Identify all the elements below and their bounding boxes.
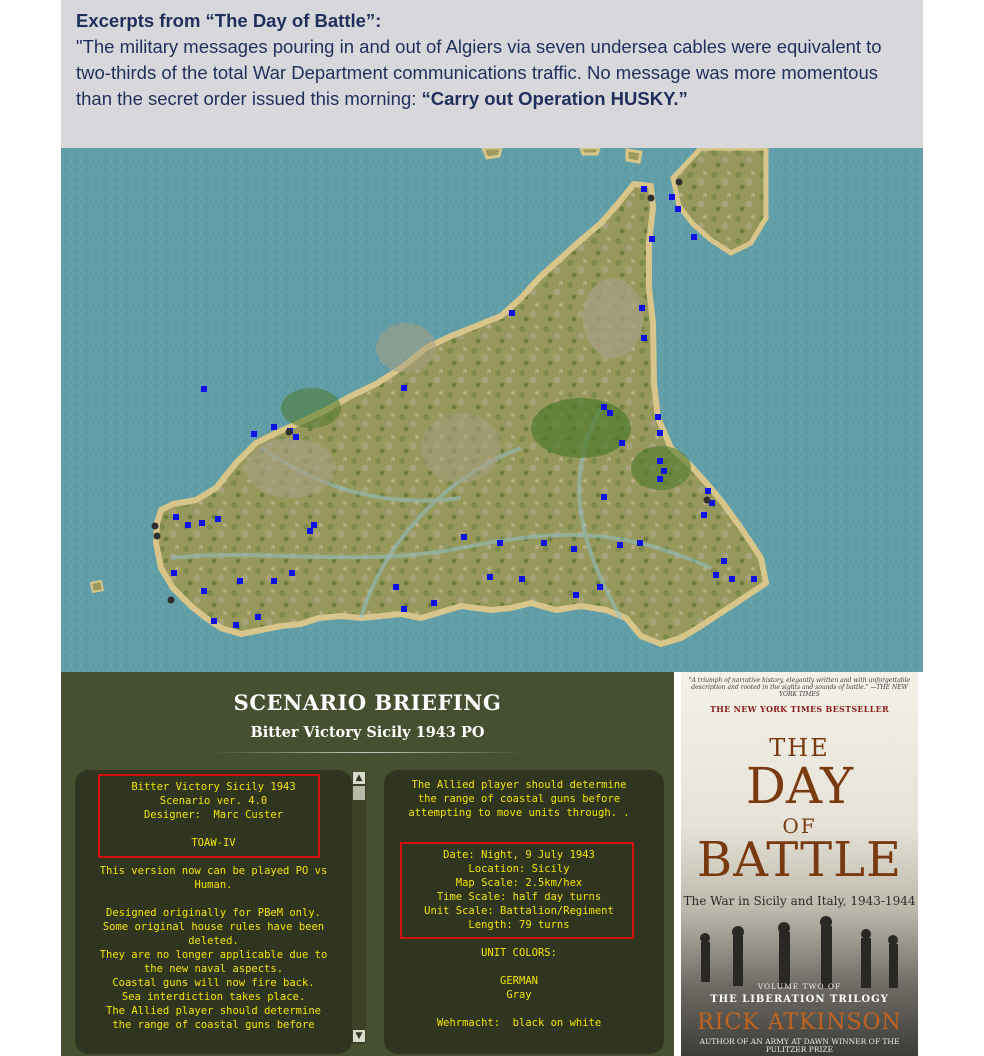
briefing-right-panel[interactable] — [384, 770, 664, 1054]
allied-unit-marker[interactable] — [641, 335, 647, 341]
allied-unit-marker[interactable] — [251, 431, 257, 437]
allied-unit-marker[interactable] — [691, 234, 697, 240]
allied-unit-marker[interactable] — [701, 512, 707, 518]
allied-unit-marker[interactable] — [597, 584, 603, 590]
hills — [246, 438, 336, 498]
book-cover — [681, 672, 918, 1056]
allied-unit-marker[interactable] — [211, 618, 217, 624]
allied-unit-marker[interactable] — [641, 186, 647, 192]
allied-unit-marker[interactable] — [431, 600, 437, 606]
quote-body-emphasis: “Carry out Operation HUSKY.” — [421, 88, 688, 109]
allied-unit-marker[interactable] — [655, 414, 661, 420]
allied-unit-marker[interactable] — [649, 236, 655, 242]
axis-unit-marker[interactable] — [676, 179, 683, 186]
left-panel-scrollbar[interactable] — [352, 772, 366, 1044]
scroll-down-icon[interactable]: ▼ — [353, 1030, 365, 1042]
axis-unit-marker[interactable] — [286, 429, 293, 436]
allied-unit-marker[interactable] — [201, 588, 207, 594]
allied-unit-marker[interactable] — [461, 534, 467, 540]
allied-unit-marker[interactable] — [293, 434, 299, 440]
axis-unit-marker[interactable] — [704, 497, 711, 504]
allied-unit-marker[interactable] — [617, 542, 623, 548]
allied-unit-marker[interactable] — [307, 528, 313, 534]
allied-unit-marker[interactable] — [233, 622, 239, 628]
allied-unit-marker[interactable] — [573, 592, 579, 598]
unit-colors-text: UNIT COLORS: GERMAN Gray Wehrmacht: black on white — [436, 947, 602, 1029]
axis-unit-marker[interactable] — [152, 523, 159, 530]
title-divider — [211, 752, 524, 753]
allied-unit-marker[interactable] — [393, 584, 399, 590]
island — [91, 581, 103, 592]
allied-note-text: The Allied player should determine the range of coastal guns before attempting to move units through. . — [408, 779, 630, 819]
hills — [583, 278, 643, 358]
axis-unit-marker[interactable] — [168, 597, 175, 604]
briefing-subtitle: Bitter Victory Sicily 1943 PO — [250, 724, 485, 741]
allied-unit-marker[interactable] — [713, 572, 719, 578]
allied-unit-marker[interactable] — [271, 424, 277, 430]
scenario-description-text: This version now can be played PO vs Human. Designed originally for PBeM only. Some original house rules have been deleted. They are no longer applicable due to the new naval aspects. Coastal guns will now fire back. Sea interdiction takes place. The Allied player should determine the range of coastal guns before — [99, 865, 328, 1031]
axis-unit-marker[interactable] — [154, 533, 161, 540]
hills — [421, 413, 501, 483]
scroll-thumb[interactable] — [353, 786, 365, 800]
allied-unit-marker[interactable] — [601, 494, 607, 500]
allied-unit-marker[interactable] — [669, 194, 675, 200]
book-praise: "A triumph of narrative history, elegantly written and with unforgettable description and rooted in the sights and sounds of battle." —THE NEW YORK TIMES — [688, 677, 911, 698]
map-canvas[interactable] — [61, 148, 923, 672]
island — [581, 148, 599, 154]
allied-unit-marker[interactable] — [199, 520, 205, 526]
allied-unit-marker[interactable] — [729, 576, 735, 582]
scenario-briefing-window — [61, 672, 674, 1056]
island — [627, 150, 641, 162]
allied-unit-marker[interactable] — [519, 576, 525, 582]
allied-unit-marker[interactable] — [173, 514, 179, 520]
allied-unit-marker[interactable] — [289, 570, 295, 576]
allied-unit-marker[interactable] — [657, 430, 663, 436]
allied-unit-marker[interactable] — [185, 522, 191, 528]
allied-unit-marker[interactable] — [619, 440, 625, 446]
book-author: RICK ATKINSON — [697, 1010, 902, 1035]
book-title-battle: BATTLE — [696, 832, 903, 888]
highlight-box-scenario — [98, 774, 320, 858]
scenario-info-text: Date: Night, 9 July 1943 Location: Sicily Map Scale: 2.5km/hex Time Scale: half day turns Unit Scale: Battalion/Regiment Length: 79 turns — [424, 849, 614, 931]
allied-unit-marker[interactable] — [311, 522, 317, 528]
allied-unit-marker[interactable] — [751, 576, 757, 582]
allied-unit-marker[interactable] — [601, 404, 607, 410]
book-bestseller-banner: THE NEW YORK TIMES BESTSELLER — [709, 704, 889, 714]
book-title-the: THE — [769, 734, 830, 762]
forest — [531, 398, 631, 458]
allied-unit-marker[interactable] — [401, 606, 407, 612]
quote-box — [61, 0, 923, 148]
allied-unit-marker[interactable] — [639, 305, 645, 311]
island — [483, 148, 501, 158]
allied-unit-marker[interactable] — [401, 385, 407, 391]
allied-unit-marker[interactable] — [201, 386, 207, 392]
allied-unit-marker[interactable] — [661, 468, 667, 474]
book-subtitle: The War in Sicily and Italy, 1943-1944 — [683, 894, 916, 908]
allied-unit-marker[interactable] — [509, 310, 515, 316]
briefing-title: SCENARIO BRIEFING — [233, 690, 502, 715]
allied-unit-marker[interactable] — [571, 546, 577, 552]
allied-unit-marker[interactable] — [255, 614, 261, 620]
briefing-left-panel[interactable] — [75, 770, 352, 1054]
allied-unit-marker[interactable] — [215, 516, 221, 522]
allied-unit-marker[interactable] — [675, 206, 681, 212]
allied-unit-marker[interactable] — [705, 488, 711, 494]
quote-body — [76, 34, 909, 112]
allied-unit-marker[interactable] — [657, 458, 663, 464]
forest — [281, 388, 341, 428]
scenario-header-text: Bitter Victory Sicily 1943 Scenario ver. 4.0 Designer: Marc Custer TOAW-IV — [131, 781, 296, 849]
allied-unit-marker[interactable] — [541, 540, 547, 546]
allied-unit-marker[interactable] — [497, 540, 503, 546]
allied-unit-marker[interactable] — [271, 578, 277, 584]
book-title-of: OF — [782, 814, 817, 838]
hills — [376, 323, 436, 373]
allied-unit-marker[interactable] — [171, 570, 177, 576]
quote-title: Excerpts from “The Day of Battle”: — [76, 10, 382, 31]
book-trilogy: THE LIBERATION TRILOGY — [710, 994, 889, 1005]
quote-body-text: "The military messages pouring in and out of Algiers via seven undersea cables were equivalent to two-thirds of the total War Department communications traffic. No message was more momentous than the secret order issued this morning: — [76, 36, 882, 109]
book-volume: VOLUME TWO OF — [757, 982, 842, 991]
allied-unit-marker[interactable] — [607, 410, 613, 416]
axis-unit-marker[interactable] — [648, 195, 655, 202]
sicily-map[interactable] — [61, 148, 923, 672]
allied-unit-marker[interactable] — [237, 578, 243, 584]
allied-unit-marker[interactable] — [657, 476, 663, 482]
allied-unit-marker[interactable] — [721, 558, 727, 564]
allied-unit-marker[interactable] — [487, 574, 493, 580]
allied-unit-marker[interactable] — [637, 540, 643, 546]
book-awards: AUTHOR OF AN ARMY AT DAWN WINNER OF THE PULITZER PRIZE — [699, 1037, 900, 1054]
book-title-day: DAY — [745, 757, 854, 815]
highlight-box-info — [400, 842, 634, 939]
scroll-up-icon[interactable]: ▲ — [353, 772, 365, 784]
